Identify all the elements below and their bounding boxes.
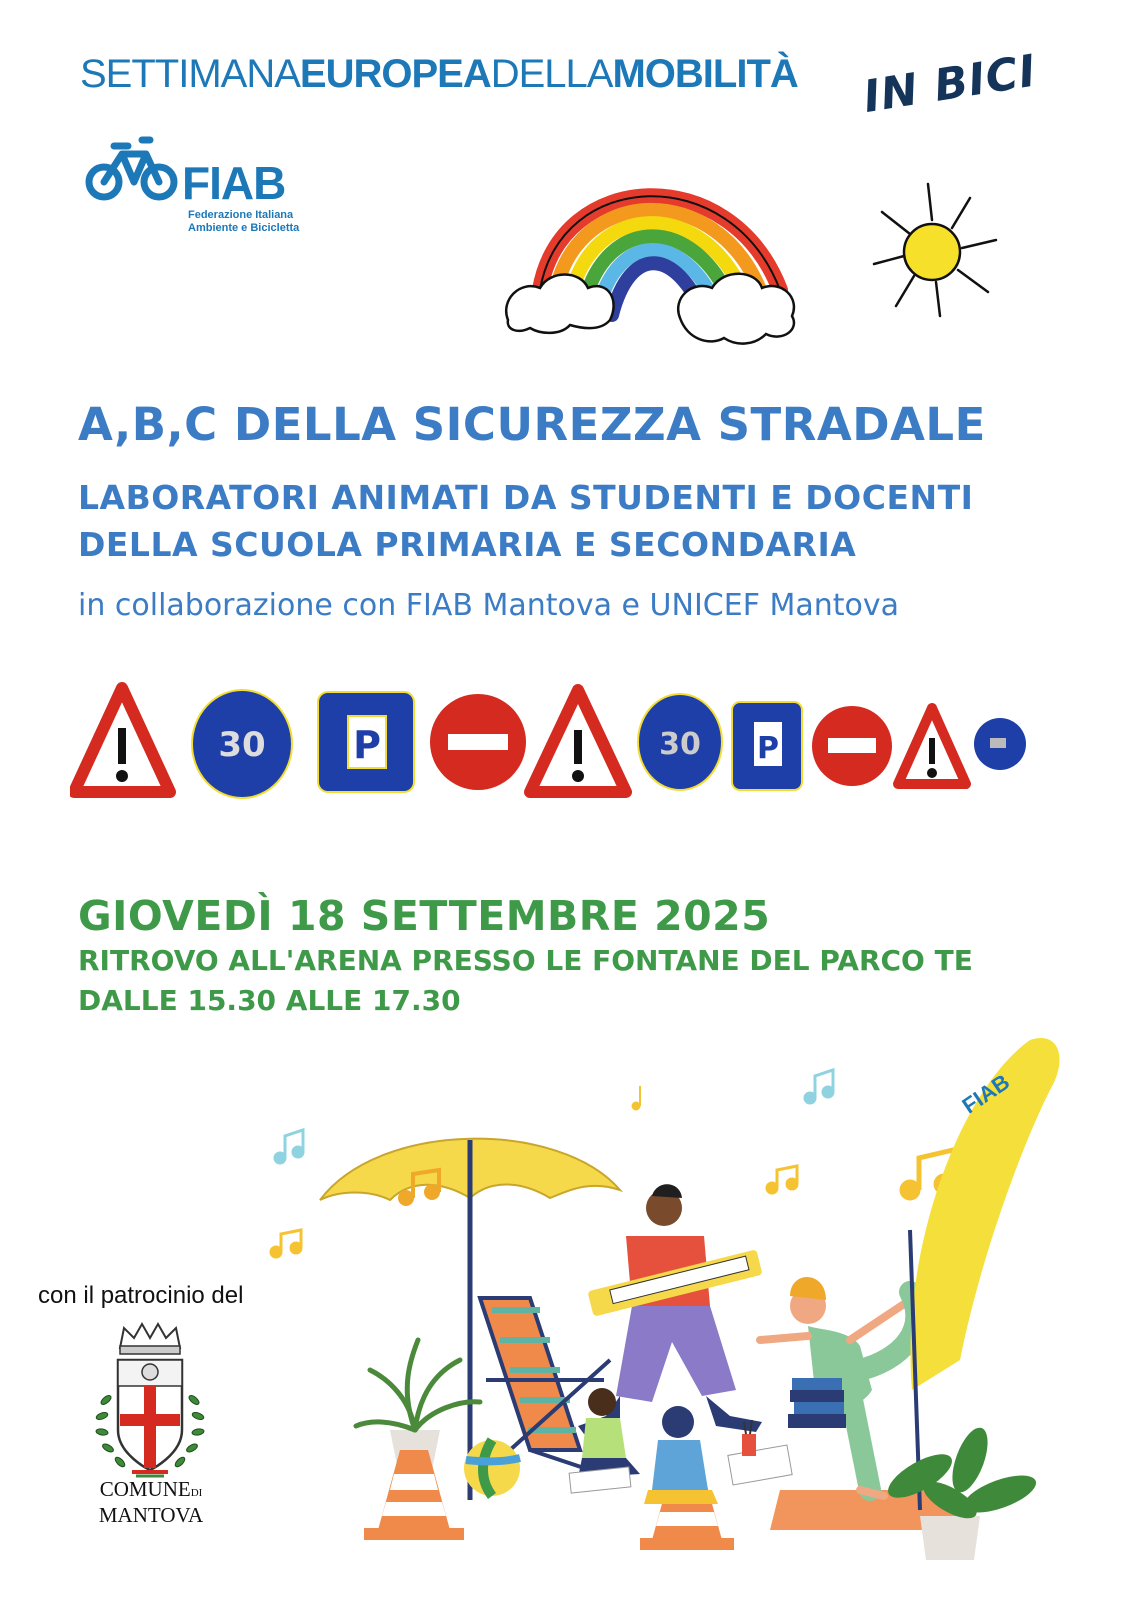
in-bici-tagline: IN BICI <box>860 45 1040 123</box>
comune-name <box>76 1478 226 1526</box>
subtitle-line-2: DELLA SCUOLA PRIMARIA E SECONDARIA <box>78 525 857 564</box>
warning-sign-1 <box>74 688 170 792</box>
speed-sign-2 <box>638 694 722 790</box>
speed-label-1: 30 <box>218 725 266 765</box>
title-word-mobilita: MOBILITÀ <box>612 52 798 96</box>
no-entry-sign-2 <box>812 706 892 786</box>
subtitle-line-1: LABORATORI ANIMATI DA STUDENTI E DOCENTI <box>78 478 974 517</box>
round-blue-sign <box>974 718 1026 770</box>
speed-sign-1 <box>192 690 292 798</box>
rainbow-drawing <box>500 150 820 360</box>
title-word-settimana: SETTIMANA <box>80 52 300 96</box>
speed-label-2: 30 <box>659 727 701 762</box>
title-word-europea: EUROPEA <box>299 52 491 96</box>
road-signs-drawing <box>70 680 1030 810</box>
event-date: GIOVEDÌ 18 SETTEMBRE 2025 <box>78 892 771 940</box>
bicycle-icon <box>84 132 184 212</box>
fiab-wordmark: FIAB <box>182 157 286 209</box>
park-illustration <box>260 1030 1120 1590</box>
fiab-subtitle-line1: Federazione Italiana <box>188 209 294 221</box>
potted-plant-right <box>882 1423 1041 1560</box>
book-stack <box>788 1378 846 1428</box>
warning-sign-3 <box>898 708 966 784</box>
warning-sign-2 <box>530 690 626 792</box>
beach-ball <box>464 1440 520 1496</box>
event-meeting-point: RITROVO ALL'ARENA PRESSO LE FONTANE DEL PARCO TE <box>78 944 973 977</box>
fiab-subtitle-line2: Ambiente e Bicicletta <box>188 222 300 234</box>
fiab-logo <box>84 130 324 240</box>
event-time: DALLE 15.30 ALLE 17.30 <box>78 984 461 1017</box>
parking-label-1: P <box>353 723 381 767</box>
collaboration-line: in collaborazione con FIAB Mantova e UNICEF Mantova <box>78 588 900 623</box>
main-title: A,B,C DELLA SICUREZZA STRADALE <box>78 398 986 451</box>
traffic-cone-left <box>364 1450 464 1540</box>
title-word-della: DELLA <box>490 52 613 96</box>
no-entry-sign-1 <box>430 694 526 790</box>
patronage-label: con il patrocinio del <box>38 1282 244 1309</box>
child-right <box>644 1406 718 1504</box>
parking-sign-2 <box>732 702 802 790</box>
comune-di: DI <box>190 1487 203 1499</box>
parking-label-2: P <box>757 731 779 766</box>
banner-fiab-word: FIAB <box>957 1069 1015 1119</box>
comune-city: MANTOVA <box>98 1503 204 1527</box>
comune-word: COMUNE <box>99 1477 191 1501</box>
sun-drawing <box>870 180 1000 320</box>
event-series-title <box>80 52 798 97</box>
child-left <box>578 1388 640 1478</box>
parking-sign-1 <box>318 692 414 792</box>
comune-crest-icon <box>80 1320 220 1500</box>
